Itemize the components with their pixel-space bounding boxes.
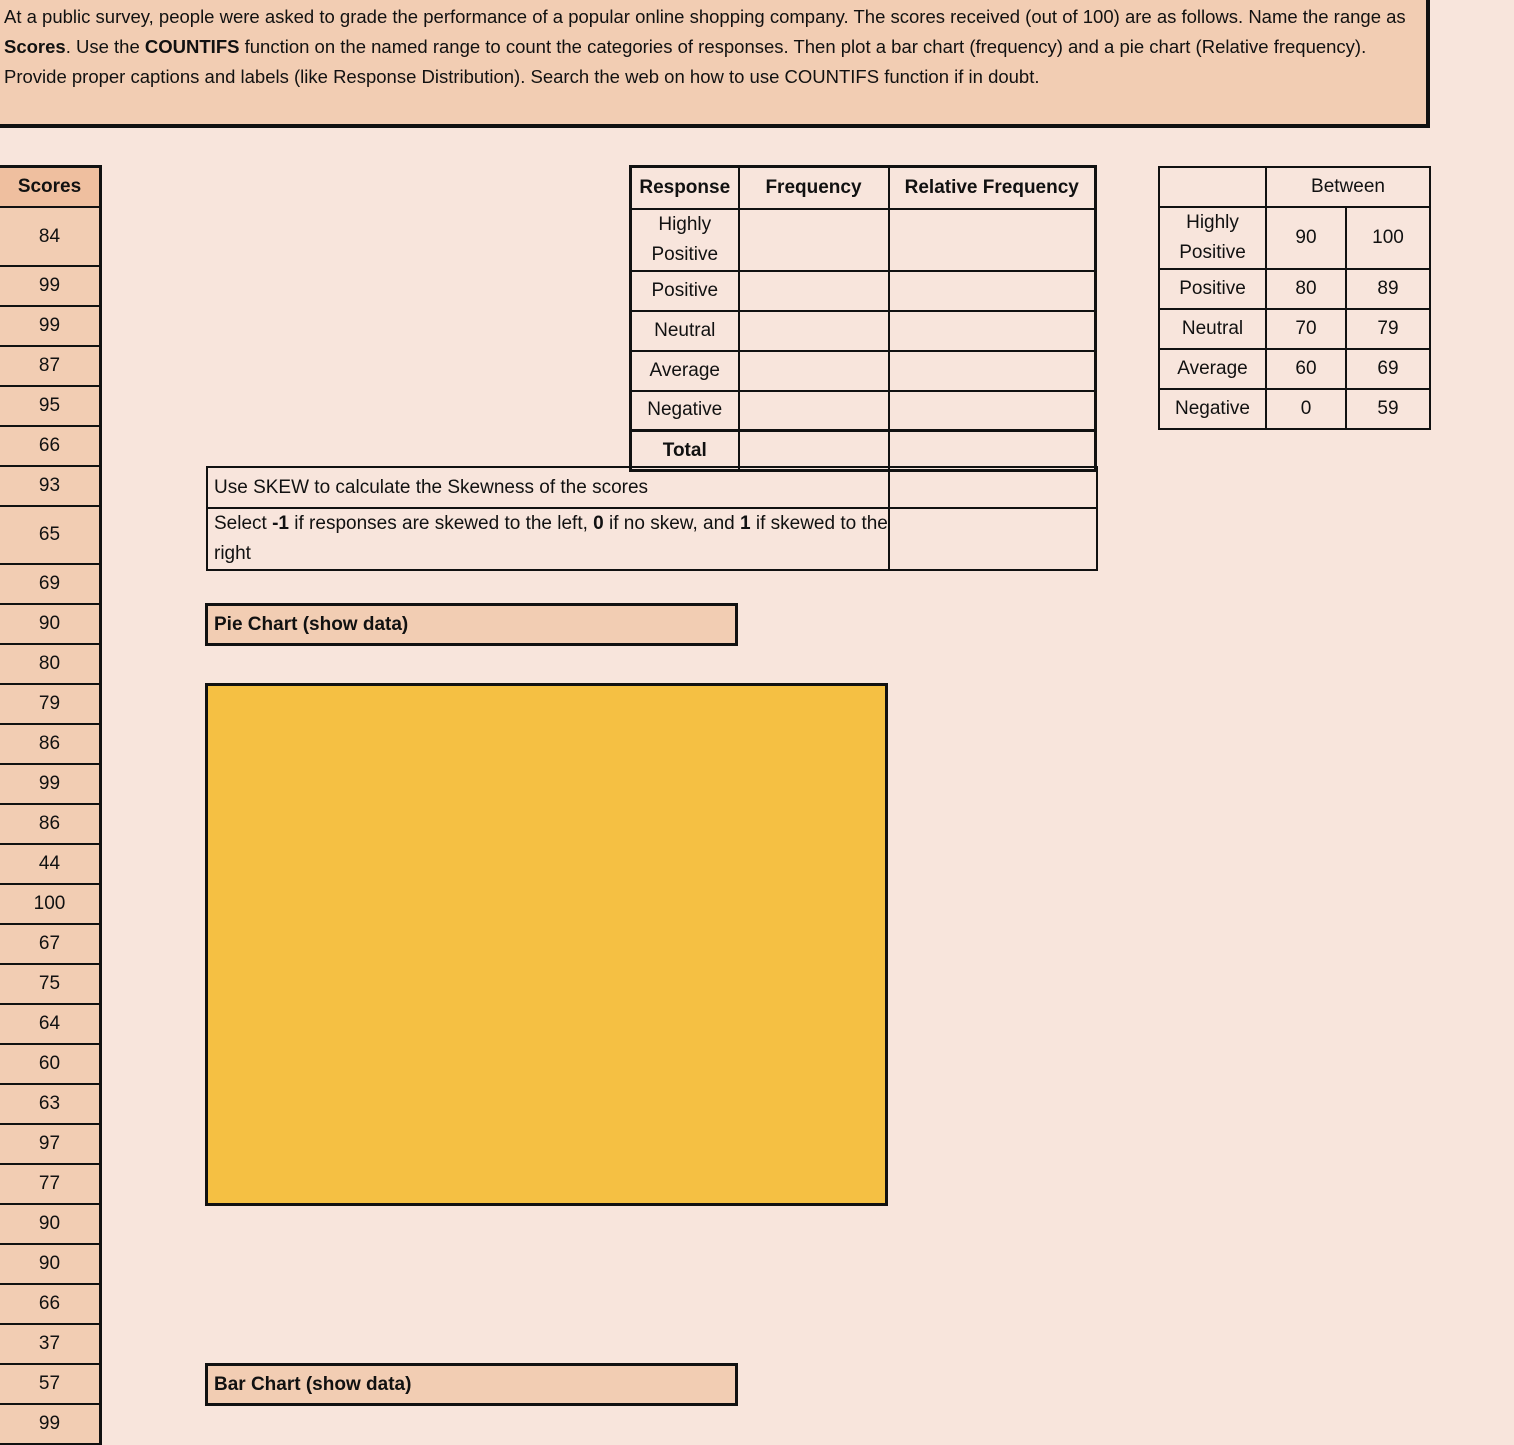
range-high[interactable]: 89 — [1346, 269, 1430, 309]
range-low[interactable]: 0 — [1266, 389, 1346, 429]
relative-frequency-cell[interactable] — [889, 391, 1096, 431]
score-cell[interactable]: 100 — [0, 885, 102, 925]
response-negative[interactable]: Negative — [631, 391, 739, 431]
frequency-cell[interactable] — [739, 391, 889, 431]
score-cell[interactable]: 77 — [0, 1165, 102, 1205]
score-cell[interactable]: 90 — [0, 605, 102, 645]
range-high[interactable]: 69 — [1346, 349, 1430, 389]
instructions-text-1: At a public survey, people were asked to grade the performance of a popular online shopping company. The scores received (out of 100) are as follows. Name the range as — [4, 6, 1406, 27]
frequency-table — [629, 165, 1097, 472]
score-cell[interactable]: 66 — [0, 427, 102, 467]
total-relative-frequency-cell[interactable] — [889, 431, 1096, 471]
response-positive[interactable]: Positive — [631, 271, 739, 311]
frequency-cell[interactable] — [739, 209, 889, 271]
response-neutral[interactable]: Neutral — [631, 311, 739, 351]
score-cell[interactable]: 66 — [0, 1285, 102, 1325]
score-cell[interactable]: 69 — [0, 565, 102, 605]
response-average[interactable]: Average — [631, 351, 739, 391]
header-relative-frequency[interactable]: Relative Frequency — [889, 167, 1096, 209]
score-cell[interactable]: 99 — [0, 765, 102, 805]
score-cell[interactable]: 65 — [0, 507, 102, 565]
score-cell[interactable]: 63 — [0, 1085, 102, 1125]
score-cell[interactable]: 80 — [0, 645, 102, 685]
range-label-neutral[interactable]: Neutral — [1159, 309, 1266, 349]
frequency-cell[interactable] — [739, 271, 889, 311]
relative-frequency-cell[interactable] — [889, 311, 1096, 351]
skew-table — [206, 466, 1098, 571]
score-cell[interactable]: 37 — [0, 1325, 102, 1365]
skew-option-left: -1 — [272, 513, 289, 534]
range-corner-cell[interactable] — [1159, 167, 1266, 207]
scores-header[interactable]: Scores — [0, 165, 102, 208]
score-cell[interactable]: 57 — [0, 1365, 102, 1405]
score-cell[interactable]: 86 — [0, 725, 102, 765]
header-frequency[interactable]: Frequency — [739, 167, 889, 209]
instructions-bold-countifs: COUNTIFS — [144, 36, 240, 57]
range-low[interactable]: 70 — [1266, 309, 1346, 349]
score-cell[interactable]: 64 — [0, 1005, 102, 1045]
range-label-positive[interactable]: Positive — [1159, 269, 1266, 309]
skew-text: Select — [214, 513, 273, 534]
range-label-highly-positive[interactable]: Highly Positive — [1159, 207, 1266, 269]
score-cell[interactable]: 99 — [0, 1405, 102, 1445]
range-high[interactable]: 59 — [1346, 389, 1430, 429]
score-cell[interactable]: 97 — [0, 1125, 102, 1165]
frequency-cell[interactable] — [739, 351, 889, 391]
between-header[interactable]: Between — [1266, 167, 1430, 207]
skew-answer-cell[interactable] — [889, 467, 1097, 508]
skew-direction-question — [207, 508, 889, 570]
score-cell[interactable]: 60 — [0, 1045, 102, 1085]
relative-frequency-cell[interactable] — [889, 209, 1096, 271]
score-cell[interactable]: 67 — [0, 925, 102, 965]
pie-chart-placeholder[interactable] — [205, 683, 888, 1206]
skew-direction-answer-cell[interactable] — [889, 508, 1097, 570]
score-cell[interactable]: 90 — [0, 1205, 102, 1245]
score-cell[interactable]: 79 — [0, 685, 102, 725]
instructions-text-2: . Use the — [65, 36, 145, 57]
score-cell[interactable]: 87 — [0, 347, 102, 387]
skew-option-right: 1 — [740, 513, 751, 534]
range-low[interactable]: 60 — [1266, 349, 1346, 389]
skew-text: if responses are skewed to the left, — [289, 513, 594, 534]
skew-question: Use SKEW to calculate the Skewness of the scores — [207, 467, 889, 508]
total-label[interactable]: Total — [631, 431, 739, 471]
header-response[interactable]: Response — [631, 167, 739, 209]
score-cell[interactable]: 95 — [0, 387, 102, 427]
score-cell[interactable]: 84 — [0, 208, 102, 267]
instructions-bold-scores: Scores — [4, 36, 66, 57]
frequency-cell[interactable] — [739, 311, 889, 351]
response-highly-positive[interactable]: Highly Positive — [631, 209, 739, 271]
range-table — [1158, 166, 1431, 430]
skew-text: if skewed to the right — [214, 513, 888, 564]
score-cell[interactable]: 93 — [0, 467, 102, 507]
range-label-negative[interactable]: Negative — [1159, 389, 1266, 429]
total-frequency-cell[interactable] — [739, 431, 889, 471]
score-cell[interactable]: 99 — [0, 267, 102, 307]
range-low[interactable]: 90 — [1266, 207, 1346, 269]
range-low[interactable]: 80 — [1266, 269, 1346, 309]
skew-option-none: 0 — [593, 513, 604, 534]
range-high[interactable]: 79 — [1346, 309, 1430, 349]
score-cell[interactable]: 99 — [0, 307, 102, 347]
instructions-box — [0, 0, 1430, 128]
relative-frequency-cell[interactable] — [889, 271, 1096, 311]
score-cell[interactable]: 44 — [0, 845, 102, 885]
pie-chart-title[interactable]: Pie Chart (show data) — [205, 603, 738, 646]
range-label-average[interactable]: Average — [1159, 349, 1266, 389]
instructions-text-3: function on the named range to count the categories of responses. Then plot a bar chart (frequency) and a pie chart (Relative frequency). Provide proper captions and labels (like Response Distribution). Search the web on how to use COUNTIFS function if in doubt. — [4, 36, 1367, 87]
score-cell[interactable]: 90 — [0, 1245, 102, 1285]
range-high[interactable]: 100 — [1346, 207, 1430, 269]
bar-chart-title[interactable]: Bar Chart (show data) — [205, 1363, 738, 1406]
score-cell[interactable]: 86 — [0, 805, 102, 845]
skew-text: if no skew, and — [603, 513, 740, 534]
score-cell[interactable]: 75 — [0, 965, 102, 1005]
relative-frequency-cell[interactable] — [889, 351, 1096, 391]
